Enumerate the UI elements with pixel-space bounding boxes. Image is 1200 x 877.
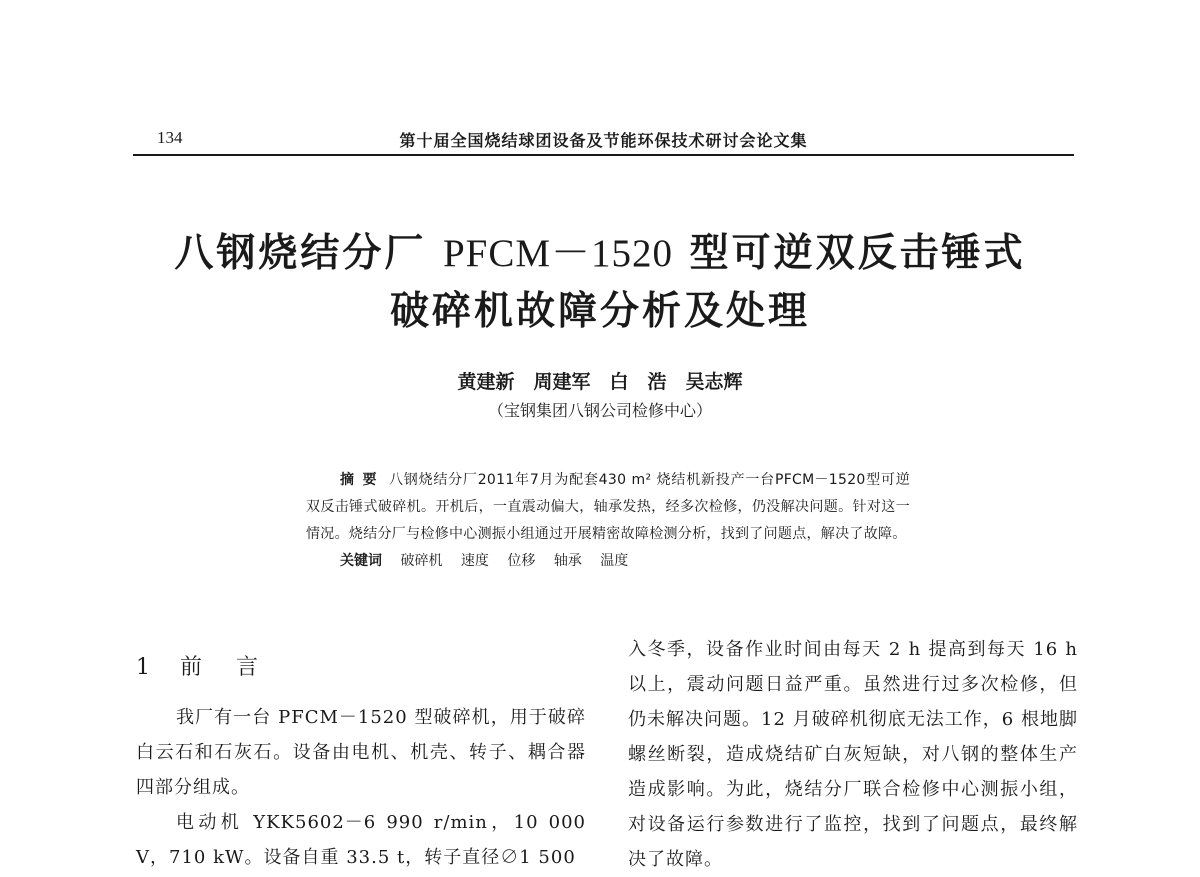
title-model: PFCM－1520: [442, 232, 674, 275]
section-number: 1: [136, 655, 150, 680]
journal-title: 第十届全国烧结球团设备及节能环保技术研讨会论文集: [399, 131, 808, 150]
right-column-body: [628, 632, 1078, 877]
keyword: 温度: [600, 553, 629, 569]
section-body: [136, 700, 586, 875]
keywords-label: 关键词: [340, 553, 382, 569]
body-paragraph: 电动机 YKK5602－6 990 r/min，10 000 V，710 kW。设备自重 33.5 t，转子直径∅1 500: [136, 812, 586, 868]
keyword: 速度: [460, 553, 489, 569]
author-list: 黄建新 周建军 白 浩 吴志辉: [457, 371, 743, 393]
body-paragraph: 入冬季，设备作业时间由每天 2 h 提高到每天 16 h 以上，震动问题日益严重。虽然进行过多次检修，但仍未解决问题。12 月破碎机彻底无法工作，6 根地脚螺丝断裂，造成烧结矿白灰短缺，对八钢的整体生产造成影响。为此，烧结分厂联合检修中心测振小组，对设备运行参数进行了监控，找到了问题点，最终解决了故障。: [628, 639, 1078, 870]
running-header: [133, 122, 1074, 156]
paper-title-line-1: [100, 222, 1100, 278]
title-part-1: 八钢烧结分厂: [174, 231, 443, 276]
keyword: 位移: [507, 553, 536, 569]
left-column: [136, 650, 586, 875]
section-title: 前言: [180, 655, 293, 680]
abstract-label: 摘要: [340, 472, 385, 488]
header-rule: [133, 154, 1074, 156]
abstract-text: 八钢烧结分厂2011年7月为配套430 m² 烧结机新投产一台PFCM－1520型可逆双反击锤式破碎机。开机后，一直震动偏大，轴承发热，经多次检修，仍没解决问题。针对这一情况。烧结分厂与检修中心测振小组通过开展精密故障检测分析，找到了问题点，解决了故障。: [306, 472, 910, 542]
abstract-block: [306, 467, 910, 575]
affiliation: （宝钢集团八钢公司检修中心）: [487, 401, 712, 420]
paper-title-line-2: 破碎机故障分析及处理: [389, 289, 810, 334]
page-number: 134: [157, 128, 183, 147]
section-heading: [136, 650, 586, 690]
keyword: 破碎机: [400, 553, 443, 569]
body-paragraph: 我厂有一台 PFCM－1520 型破碎机，用于破碎白云石和石灰石。设备由电机、机壳、转子、耦合器四部分组成。: [136, 707, 586, 798]
keywords-line: [340, 548, 910, 575]
abstract-paragraph: [306, 467, 910, 548]
right-column: [628, 632, 1078, 877]
keyword: 轴承: [553, 553, 582, 569]
title-part-2: 型可逆双反击锤式: [673, 231, 1026, 276]
